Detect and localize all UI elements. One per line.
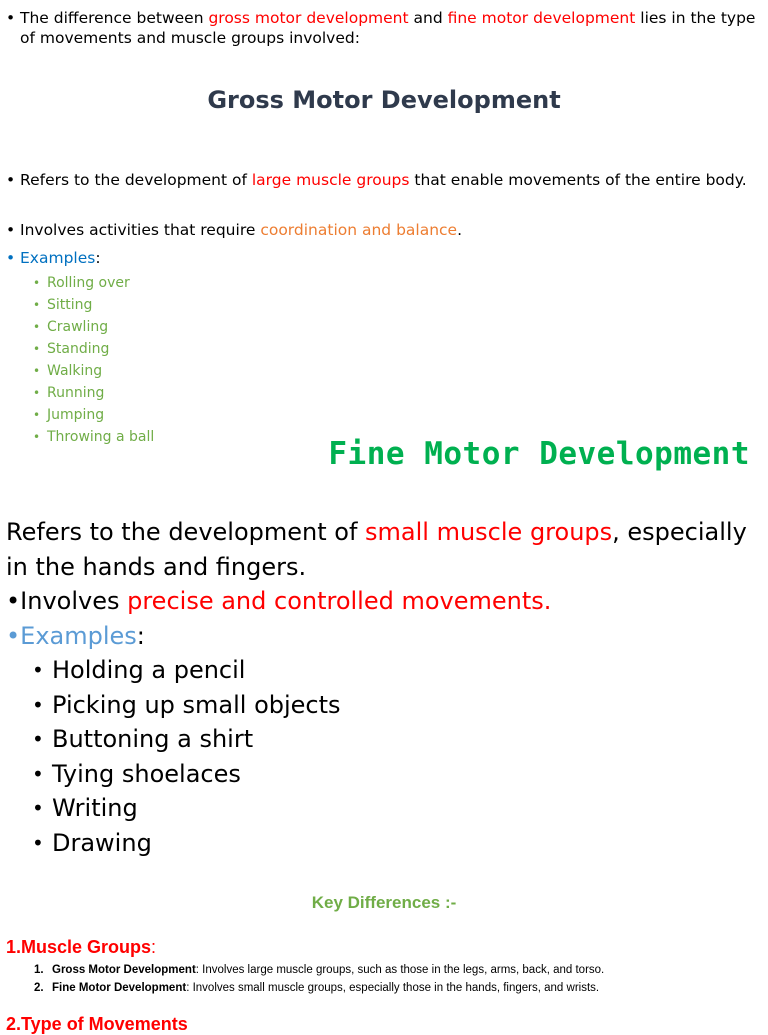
list-item — [33, 382, 154, 404]
bullet: • — [32, 830, 44, 855]
list-item-text: Writing — [52, 794, 138, 823]
list-item-text: Tying shoelaces — [52, 759, 241, 788]
key-differences-title: Key Differences :- — [311, 893, 457, 912]
item-term: Gross Motor Development — [52, 964, 196, 976]
list-item-text: Walking — [47, 363, 103, 379]
gross-motor-title: Gross Motor Development — [207, 86, 561, 114]
bullet: • — [32, 692, 44, 717]
highlight-large-muscle-groups: large muscle groups — [251, 171, 410, 189]
list-item-text: Holding a pencil — [52, 656, 246, 684]
list-item — [32, 757, 341, 792]
colon: : — [136, 622, 145, 650]
bullet: • — [6, 249, 16, 267]
section-heading-text: Muscle Groups — [21, 937, 152, 957]
point-text: . — [457, 221, 463, 239]
fine-point-refers — [6, 515, 766, 584]
examples-label: Examples — [20, 622, 137, 650]
colon: : — [95, 249, 101, 267]
gross-point-refers — [6, 170, 756, 190]
intro-text: and — [408, 9, 448, 27]
list-item — [32, 722, 341, 757]
bullet: • — [6, 9, 16, 27]
bullet: • — [33, 386, 41, 400]
list-item-text: Jumping — [47, 407, 105, 423]
item-number: 2. — [34, 981, 44, 994]
muscle-groups-heading — [6, 937, 156, 958]
intro-paragraph — [6, 8, 756, 48]
list-item — [32, 653, 341, 688]
list-item — [33, 360, 154, 382]
highlight-precise-movements: precise and controlled movements — [127, 587, 544, 615]
point-text: Refers to the development of — [20, 171, 252, 189]
item-text: : Involves large muscle groups, such as those in the legs, arms, back, and torso. — [195, 964, 605, 976]
term-fine-motor: fine motor development — [447, 9, 636, 27]
examples-label: Examples — [20, 249, 96, 267]
fine-motor-title: Fine Motor Development — [328, 436, 750, 472]
point-text: Refers to the development of — [6, 518, 366, 546]
bullet: • — [6, 587, 21, 615]
term-gross-motor: gross motor development — [208, 9, 409, 27]
bullet: • — [33, 298, 41, 312]
list-item — [33, 404, 154, 426]
gross-examples-heading — [6, 248, 756, 268]
list-item — [33, 272, 154, 294]
point-text: , especially in the hands and fingers. — [6, 518, 747, 581]
item-text: : Involves small muscle groups, especially those in the hands, fingers, and wrists. — [186, 981, 600, 994]
gross-motor-slide — [0, 0, 768, 445]
difference-item — [34, 962, 604, 980]
list-item — [32, 791, 341, 826]
point-text: Involves activities that require — [20, 221, 261, 239]
list-item — [33, 338, 154, 360]
point-text: Involves — [20, 587, 128, 615]
highlight-coordination-balance: coordination and balance — [260, 221, 458, 239]
intro-text: The difference between — [20, 9, 209, 27]
bullet: • — [6, 622, 21, 650]
fine-examples-list — [32, 653, 341, 861]
difference-item — [34, 980, 604, 998]
list-item — [33, 426, 154, 448]
gross-examples-list — [33, 272, 154, 448]
list-item-text: Throwing a ball — [47, 429, 155, 445]
list-item-text: Running — [47, 385, 105, 401]
bullet: • — [32, 796, 44, 821]
list-item-text: Buttoning a shirt — [52, 725, 254, 754]
bullet: • — [6, 171, 16, 189]
list-item — [32, 688, 341, 723]
list-item-text: Standing — [47, 341, 110, 357]
muscle-groups-list — [34, 962, 604, 997]
bullet: • — [33, 430, 41, 444]
bullet: • — [33, 342, 41, 356]
colon: : — [151, 937, 157, 957]
list-item — [33, 294, 154, 316]
highlight-small-muscle-groups: small muscle groups — [365, 518, 613, 546]
fine-examples-heading — [6, 619, 766, 654]
item-number: 1. — [34, 964, 44, 976]
gross-point-involves — [6, 220, 756, 240]
list-item-text: Crawling — [47, 319, 109, 335]
point-text: . — [543, 587, 552, 615]
intro-text: lies in the type of movements and muscle groups involved: — [20, 9, 756, 47]
list-item — [33, 316, 154, 338]
list-item-text: Drawing — [52, 828, 152, 857]
list-item-text: Picking up small objects — [52, 690, 341, 719]
bullet: • — [6, 221, 16, 239]
list-item — [32, 826, 341, 861]
bullet: • — [33, 408, 41, 422]
bullet: • — [33, 364, 41, 378]
section-number: 1. — [6, 937, 22, 957]
type-of-movements-heading: 2.Type of Movements — [6, 1014, 188, 1034]
bullet: • — [33, 276, 41, 290]
item-term: Fine Motor Development — [52, 981, 187, 994]
bullet: • — [32, 727, 44, 752]
point-text: that enable movements of the entire body. — [409, 171, 747, 189]
bullet: • — [33, 320, 41, 334]
list-item-text: Sitting — [47, 297, 93, 313]
bullet: • — [32, 658, 44, 682]
bullet: • — [32, 761, 44, 786]
list-item-text: Rolling over — [47, 275, 130, 291]
fine-point-involves — [6, 584, 766, 619]
